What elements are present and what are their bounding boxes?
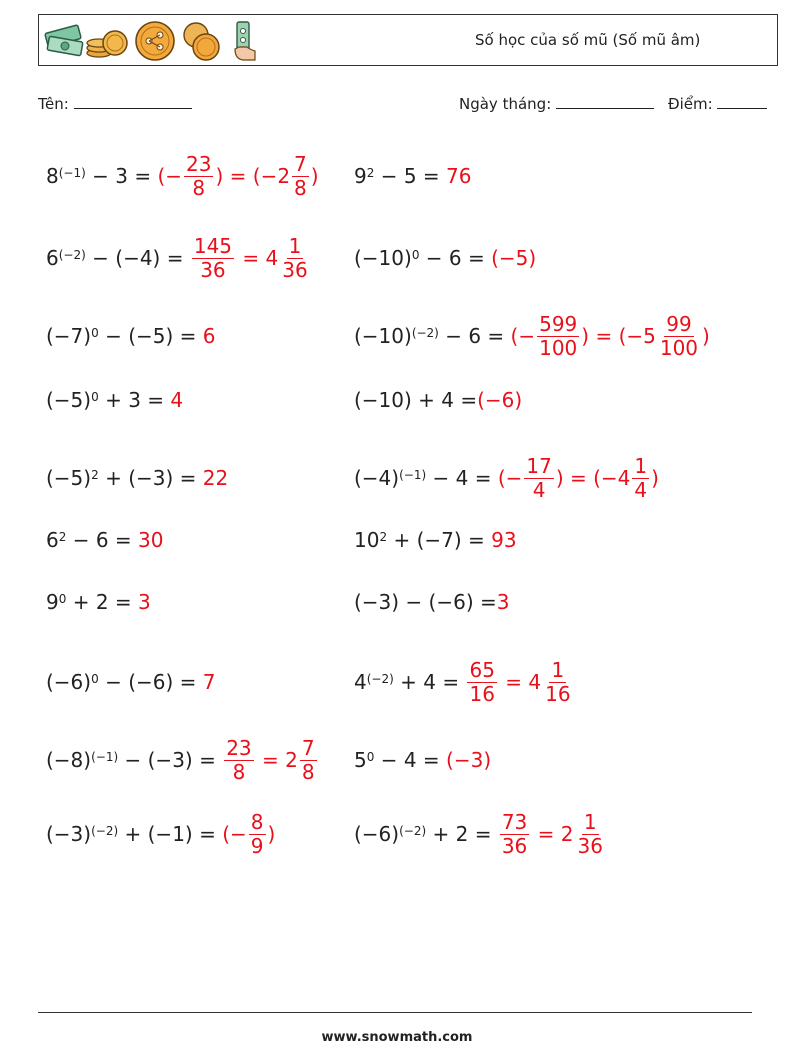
expr-base: 6 — [46, 246, 59, 270]
expr-rest: + 4 = — [393, 670, 466, 694]
answer-text: 76 — [446, 164, 472, 188]
answer-fraction — [658, 311, 700, 360]
answer-fraction — [632, 453, 649, 502]
problem-right — [354, 572, 510, 632]
answer-fraction — [280, 233, 309, 282]
problem-left: (−8) $^{(-1)}$ − (−3) = $\frac{23}{8}$ = 2 $\frac{7}{8}$ — [46, 730, 319, 790]
fraction-numerator: 17 — [526, 453, 552, 478]
date-blank[interactable] — [556, 94, 654, 109]
banknote-icon — [43, 19, 85, 63]
answer — [203, 466, 228, 490]
answer-text: 3 — [138, 590, 151, 614]
answer-fraction — [192, 233, 234, 282]
problem-right: (−6) $^{(-2)}$ + 2 = $\frac{73}{36}$ = 2 $\frac{1}{36}$ — [354, 804, 607, 864]
expr-base: 5 — [354, 748, 367, 772]
score-field — [668, 94, 767, 113]
problem-left: 6 $^2$ − 6 = 30 — [46, 528, 164, 552]
fraction-numerator: 1 — [288, 233, 302, 258]
fraction-denominator: 100 — [539, 335, 578, 360]
fraction-denominator: 8 — [232, 759, 246, 784]
answer-text: ) — [267, 822, 276, 846]
expr-rest: − 4 = — [374, 748, 447, 772]
expr-base: (−6) — [46, 670, 92, 694]
expr-rest: − (−6) = — [98, 670, 203, 694]
problem-left: 6 $^{(-2)}$ − (−4) = $\frac{145}{36}$ = 4 $\frac{1}{36}$ — [46, 228, 312, 288]
header-box — [38, 14, 778, 66]
answer-fraction — [184, 151, 213, 200]
answer-text: 7 — [202, 670, 216, 694]
answer-fraction — [224, 735, 253, 784]
expr-rest: − 3 = — [85, 164, 158, 188]
fraction-denominator: 36 — [577, 833, 603, 858]
answer — [498, 809, 607, 858]
expr-base: 10 — [354, 528, 380, 552]
ripple-coin-icon — [133, 19, 177, 63]
expr-base: (−10) — [354, 246, 412, 270]
answer-text: (− — [157, 164, 183, 188]
answer — [138, 528, 163, 552]
fraction-numerator: 1 — [634, 453, 648, 478]
answer — [491, 246, 536, 270]
problem-right: (−4) $^{(-1)}$ − 4 = (− $\frac{17}{4}$ ) = (−4 $\frac{1}{4}$ ) — [354, 453, 659, 502]
fraction-numerator: 599 — [539, 311, 578, 336]
expr-base: (−10) + 4 = — [354, 388, 478, 412]
answer-text: ) = (−5 — [581, 324, 656, 348]
fraction-denominator: 100 — [659, 335, 699, 360]
expr-rest: − (−4) = — [85, 246, 190, 270]
expr-rest: − (−3) = — [118, 748, 223, 772]
expr-base: 6 — [46, 528, 59, 552]
problem-left: (−3) $^{(-2)}$ + (−1) = (− $\frac{8}{9}$ ) — [46, 809, 276, 858]
answer-text: 93 — [491, 528, 517, 552]
expr-base: 4 — [354, 670, 367, 694]
fraction-numerator: 1 — [551, 657, 565, 682]
answer-fraction — [524, 453, 553, 502]
answer — [491, 528, 516, 552]
answer-fraction — [467, 657, 496, 706]
problem-left: (−7) $^0$ − (−5) = 6 — [46, 324, 216, 348]
problem-left: 8 $^{(-1)}$ − 3 = (− $\frac{23}{8}$ ) = (−2 $\frac{7}{8}$ ) — [46, 151, 319, 200]
answer — [222, 735, 318, 784]
problem-right — [354, 370, 522, 430]
expr-rest: − (−5) = — [98, 324, 203, 348]
expr-base: 9 — [354, 164, 367, 188]
expr-base: (−6) — [354, 822, 400, 846]
fraction-denominator: 8 — [301, 759, 315, 784]
expr-base: (−8) — [46, 748, 92, 772]
expr-rest: + (−1) = — [118, 822, 223, 846]
expr-rest: − 4 = — [426, 466, 498, 490]
fraction-denominator: 36 — [501, 833, 528, 858]
answer-fraction — [500, 809, 529, 858]
fraction-numerator: 145 — [193, 233, 233, 258]
fraction-numerator: 65 — [469, 657, 495, 682]
expr-base: 9 — [46, 590, 59, 614]
name-blank[interactable] — [74, 94, 192, 109]
problem-left: (−5) $^0$ + 3 = 4 — [46, 388, 184, 412]
expr-base: (−5) — [46, 388, 92, 412]
answer-text: ) — [651, 466, 659, 490]
fraction-numerator: 23 — [226, 735, 252, 760]
coin-stack-icon — [85, 19, 129, 63]
expr-rest: − 6 = — [419, 246, 492, 270]
footer-site: www.snowmath.com — [321, 1030, 473, 1045]
answer — [465, 657, 574, 706]
answer-text: 22 — [202, 466, 229, 490]
fraction-denominator: 36 — [200, 257, 226, 282]
expr-base: (−7) — [46, 324, 92, 348]
yen-pound-coins-icon — [181, 19, 225, 63]
expr-rest: + 2 = — [66, 590, 139, 614]
score-blank[interactable] — [717, 94, 767, 109]
answer-text: 3 — [496, 590, 510, 614]
fraction-numerator: 8 — [250, 809, 264, 834]
expr-base: (−5) — [46, 466, 92, 490]
answer — [157, 151, 319, 200]
fraction-numerator: 73 — [501, 809, 528, 834]
problem-right: 4 $^{(-2)}$ + 4 = $\frac{65}{16}$ = 4 $\frac{1}{16}$ — [354, 652, 575, 712]
answer-text: ) — [310, 164, 319, 188]
expr-base: (−10) — [354, 324, 412, 348]
problem-right: 9 $^2$ − 5 = 76 — [354, 164, 472, 188]
expr-base: (−4) — [354, 466, 400, 490]
problem-right: 5 $^0$ − 4 = (−3) — [354, 748, 492, 772]
expr-base: (−3) — [46, 822, 92, 846]
expr-rest: − 6 = — [66, 528, 139, 552]
fraction-numerator: 7 — [301, 735, 315, 760]
fraction-denominator: 4 — [532, 477, 546, 502]
expr-rest: − 5 = — [374, 164, 447, 188]
answer-text: 4 — [170, 388, 184, 412]
answer — [203, 324, 216, 348]
answer-text: (−5) — [491, 246, 537, 270]
answer — [477, 388, 522, 412]
expr-rest: + (−3) = — [98, 466, 203, 490]
fraction-denominator: 8 — [294, 175, 307, 200]
answer — [510, 311, 710, 360]
expr-base: (−3) − (−6) = — [354, 590, 497, 614]
problem-right: (−10) $^0$ − 6 = (−5) — [354, 246, 537, 270]
answer-fraction — [543, 657, 572, 706]
answer-text: = 2 — [531, 822, 574, 846]
fraction-numerator: 23 — [186, 151, 212, 176]
answer-text: = 2 — [255, 748, 298, 772]
answer-text: = 4 — [236, 246, 279, 270]
answer — [190, 233, 312, 282]
problem-right: (−10) $^{(-2)}$ − 6 = (− $\frac{599}{100}$ ) = (−5 $\frac{99}{100}$ ) — [354, 311, 710, 360]
name-field — [38, 94, 192, 113]
date-label: Ngày tháng: — [459, 95, 552, 113]
fraction-denominator: 4 — [634, 477, 648, 502]
answer — [446, 748, 491, 772]
answer-text: (− — [510, 324, 536, 348]
answer-text: ) = (−4 — [555, 466, 631, 490]
footer-divider — [38, 1012, 752, 1013]
answer — [170, 388, 183, 412]
answer-text: ) = (−2 — [215, 164, 291, 188]
answer-fraction — [292, 151, 309, 200]
fraction-denominator: 36 — [282, 257, 308, 282]
fraction-numerator: 99 — [666, 311, 692, 336]
name-label: Tên: — [38, 95, 69, 113]
fraction-denominator: 9 — [250, 833, 264, 858]
answer-text: 30 — [138, 528, 164, 552]
expr-rest: + (−7) = — [387, 528, 492, 552]
fraction-numerator: 1 — [583, 809, 597, 834]
expr-base: 8 — [46, 164, 59, 188]
fraction-denominator: 16 — [469, 681, 495, 706]
problem-left: 9 $^0$ + 2 = 3 — [46, 590, 151, 614]
date-field — [459, 94, 654, 113]
answer — [222, 809, 276, 858]
expr-rest: − 6 = — [438, 324, 511, 348]
answer — [203, 670, 216, 694]
problem-left: (−5) $^2$ + (−3) = 22 — [46, 466, 229, 490]
answer — [446, 164, 471, 188]
answer-fraction — [575, 809, 604, 858]
problem-right: 10 $^2$ + (−7) = 93 — [354, 528, 517, 552]
answer-text: (− — [222, 822, 247, 846]
fraction-denominator: 16 — [545, 681, 571, 706]
fraction-numerator: 7 — [294, 151, 307, 176]
answer-fraction — [537, 311, 579, 360]
expr-rest: + 3 = — [98, 388, 171, 412]
answer — [497, 590, 510, 614]
answer-text: (− — [497, 466, 523, 490]
answer-fraction — [249, 809, 266, 858]
problem-left: (−6) $^0$ − (−6) = 7 — [46, 670, 216, 694]
answer — [138, 590, 151, 614]
score-label: Điểm: — [668, 95, 713, 113]
answer-text: ) — [702, 324, 710, 348]
answer-text: 6 — [202, 324, 216, 348]
fraction-denominator: 8 — [192, 175, 206, 200]
answer-text: (−3) — [446, 748, 492, 772]
answer-text: = 4 — [498, 670, 542, 694]
page-title: Số học của số mũ (Số mũ âm) — [475, 31, 701, 49]
expr-rest: + 2 = — [426, 822, 498, 846]
answer-fraction — [300, 735, 317, 784]
answer-text: (−6) — [477, 388, 523, 412]
hand-phone-cash-icon — [231, 19, 261, 63]
